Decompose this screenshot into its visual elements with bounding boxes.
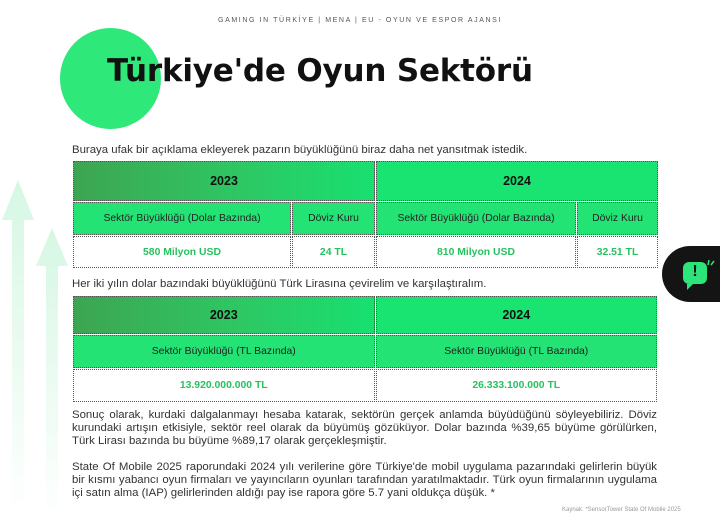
year-2023-header: 2023	[73, 161, 375, 201]
fx-2024: 32.51 TL	[577, 236, 658, 268]
size-tl-2023: 13.920.000.000 TL	[73, 369, 375, 402]
chat-widget[interactable]	[662, 246, 720, 302]
top-tagline: GAMING IN TÜRKİYE | MENA | EU - OYUN VE ESPOR AJANSI	[218, 17, 502, 24]
page-title: Türkiye'de Oyun Sektörü	[107, 53, 533, 89]
size-usd-2024: 810 Milyon USD	[376, 236, 576, 268]
spark-icon	[706, 258, 718, 266]
year-2024-header-tl: 2024	[376, 296, 657, 334]
intro-text: Buraya ufak bir açıklama ekleyerek pazarın büyüklüğünü biraz daha net yansıtmak istedik.	[72, 144, 528, 156]
conversion-text: Her iki yılın dolar bazındaki büyüklüğünü Türk Lirasına çevirelim ve karşılaştıralım.	[72, 278, 487, 290]
fx-header-2023: Döviz Kuru	[292, 202, 375, 235]
size-usd-header-2023: Sektör Büyüklüğü (Dolar Bazında)	[73, 202, 291, 235]
chat-alert-icon[interactable]	[683, 262, 707, 284]
state-of-mobile-text: State Of Mobile 2025 raporundaki 2024 yılı verilerine göre Türkiye'de mobil uygulama pazarındaki gelirlerin büyük bir kısmı yabancı oyun firmaları ve yayıncıların oyunları tarafından yaratılmaktadır. Türk oyun firmalarının uygulama içi satın alma (IAP) gelirlerinden aldığı pay ise rapora göre 5.7 yani oldukça düşük. *	[72, 461, 657, 499]
size-tl-header-2024: Sektör Büyüklüğü (TL Bazında)	[376, 335, 657, 368]
tl-table	[72, 295, 658, 403]
size-tl-header-2023: Sektör Büyüklüğü (TL Bazında)	[73, 335, 375, 368]
year-2023-header-tl: 2023	[73, 296, 375, 334]
fx-header-2024: Döviz Kuru	[577, 202, 658, 235]
conclusion-text: Sonuç olarak, kurdaki dalgalanmayı hesaba katarak, sektörün gerçek anlamda büyüdüğünü söyleyebiliriz. Döviz kurundaki artışın etkisiyle, sektör reel olarak da büyümüş gözüküyor. Dolar bazında %39,65 büyüme görülürken, Türk Lirası bazında bu büyüme %89,17 olarak gerçekleşmiştir.	[72, 409, 657, 447]
chat-alert-symbol: !	[692, 263, 698, 280]
size-usd-2023: 580 Milyon USD	[73, 236, 291, 268]
size-usd-header-2024: Sektör Büyüklüğü (Dolar Bazında)	[376, 202, 576, 235]
usd-table	[72, 160, 659, 269]
source-note: Kaynak: *SensorTower State Of Mobile 2025	[562, 507, 681, 513]
fx-2023: 24 TL	[292, 236, 375, 268]
size-tl-2024: 26.333.100.000 TL	[376, 369, 657, 402]
year-2024-header: 2024	[376, 161, 658, 201]
